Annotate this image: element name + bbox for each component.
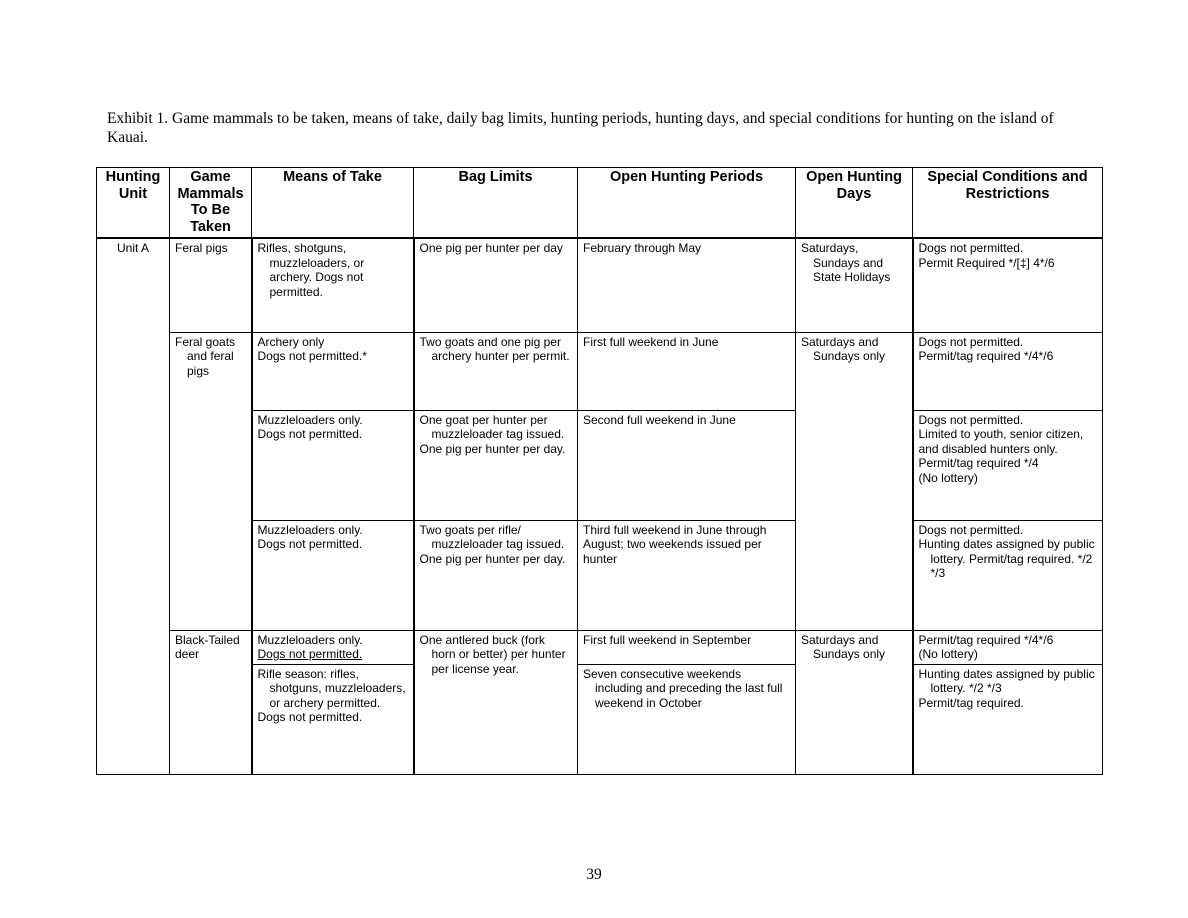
game-mammal-cell: Feral pigs <box>170 238 252 332</box>
bag-limit-cell <box>414 630 578 774</box>
bag-text: Two goats per rifle/ muzzleloader tag issued. <box>419 522 565 551</box>
bag-text: One pig per hunter per day <box>419 241 563 255</box>
conditions-cell <box>913 520 1103 630</box>
conditions-cell <box>913 332 1103 410</box>
bag-text: One pig per hunter per day. <box>419 551 566 566</box>
bag-limit-cell <box>414 410 578 520</box>
means-line: Muzzleloaders only. <box>257 412 363 427</box>
mammal-text: Feral goats and feral pigs <box>175 334 236 378</box>
days-text: Saturdays and Sundays only <box>801 632 886 661</box>
means-line: Archery only <box>257 334 325 349</box>
means-line: Dogs not permitted. <box>257 710 363 724</box>
game-mammal-cell: Black-Tailed deer <box>170 630 252 774</box>
header-hunting-unit: Hunting Unit <box>97 168 170 239</box>
means-of-take-cell <box>252 520 414 630</box>
hunting-period-cell <box>578 664 796 774</box>
header-row <box>97 168 1103 239</box>
hunting-period-cell: February through May <box>578 238 796 332</box>
means-of-take-cell <box>252 664 414 774</box>
conditions-cell <box>913 664 1103 774</box>
hunting-table <box>96 167 1103 775</box>
bag-text: One pig per hunter per day. <box>419 441 566 456</box>
hunting-days-cell <box>796 332 913 630</box>
header-game-mammals: Game Mammals To Be Taken <box>170 168 252 239</box>
hunting-days-cell <box>796 238 913 332</box>
conditions-cell <box>913 630 1103 664</box>
header-open-hunting-days: Open Hunting Days <box>796 168 913 239</box>
hunting-period-cell: First full weekend in June <box>578 332 796 410</box>
bag-limit-cell <box>414 332 578 410</box>
condition-line: Permit/tag required */4*/6 <box>918 349 1054 363</box>
condition-line: Permit/tag required */4*/6 <box>918 632 1054 647</box>
bag-limit-cell <box>414 238 578 332</box>
means-text: Rifle season: rifles, shotguns, muzzleloaders, or archery permitted. <box>257 666 406 710</box>
period-text: Seven consecutive weekends including and preceding the last full weekend in October <box>583 666 783 710</box>
means-of-take-cell <box>252 630 414 664</box>
condition-line: Hunting dates assigned by public lottery. */2 */3 <box>918 666 1095 695</box>
condition-line: (No lottery) <box>918 647 978 661</box>
means-line: Dogs not permitted. <box>257 427 363 441</box>
hunting-unit-cell: Unit A <box>97 238 170 774</box>
header-open-hunting-periods: Open Hunting Periods <box>578 168 796 239</box>
table-row <box>97 630 1103 664</box>
days-text: Saturdays, Sundays and State Holidays <box>801 241 891 284</box>
conditions-cell <box>913 238 1103 332</box>
conditions-cell <box>913 410 1103 520</box>
bag-limit-cell <box>414 520 578 630</box>
condition-line: Hunting dates assigned by public lottery. Permit/tag required. */2 */3 <box>918 537 1095 580</box>
header-bag-limits: Bag Limits <box>414 168 578 239</box>
means-line: Muzzleloaders only. <box>257 522 363 537</box>
days-text: Saturdays and Sundays only <box>801 334 886 363</box>
bag-text: One antlered buck (fork horn or better) per hunter per license year. <box>419 632 566 676</box>
condition-line: Permit/tag required. <box>918 695 1024 710</box>
condition-line: Dogs not permitted. <box>918 241 1024 255</box>
hunting-days-cell <box>796 630 913 774</box>
page-number: 39 <box>586 866 602 883</box>
means-line: Dogs not permitted. <box>257 647 363 661</box>
hunting-period-cell: Second full weekend in June <box>578 410 796 520</box>
hunting-period-cell: Third full weekend in June through August; two weekends issued per hunter <box>578 520 796 630</box>
means-line: Dogs not permitted.* <box>257 349 367 363</box>
bag-text: One goat per hunter per muzzleloader tag issued. <box>419 412 565 441</box>
means-text: Rifles, shotguns, muzzleloaders, or archery. Dogs not permitted. <box>257 241 365 299</box>
bag-text: Two goats and one pig per archery hunter per permit. <box>419 334 570 363</box>
game-mammal-cell <box>170 332 252 630</box>
condition-line: Dogs not permitted. <box>918 334 1024 349</box>
header-means-of-take: Means of Take <box>252 168 414 239</box>
means-of-take-cell <box>252 410 414 520</box>
table-row <box>97 332 1103 410</box>
hunting-period-cell: First full weekend in September <box>578 630 796 664</box>
header-special-conditions: Special Conditions and Restrictions <box>913 168 1103 239</box>
condition-line: Permit/tag required */4 <box>918 456 1039 470</box>
condition-line: Permit Required */[‡] 4*/6 <box>918 255 1055 270</box>
condition-line: Dogs not permitted. <box>918 412 1024 427</box>
condition-line: (No lottery) <box>918 470 978 485</box>
condition-line: Limited to youth, senior citizen, and disabled hunters only. <box>918 427 1084 456</box>
means-of-take-cell <box>252 238 414 332</box>
means-line: Dogs not permitted. <box>257 537 363 551</box>
table-row <box>97 238 1103 332</box>
means-line: Muzzleloaders only. <box>257 632 363 647</box>
exhibit-caption: Exhibit 1. Game mammals to be taken, means of take, daily bag limits, hunting periods, hunting days, and special conditions for hunting on the island of Kauai. <box>107 110 1054 146</box>
condition-line: Dogs not permitted. <box>918 522 1024 537</box>
means-of-take-cell <box>252 332 414 410</box>
